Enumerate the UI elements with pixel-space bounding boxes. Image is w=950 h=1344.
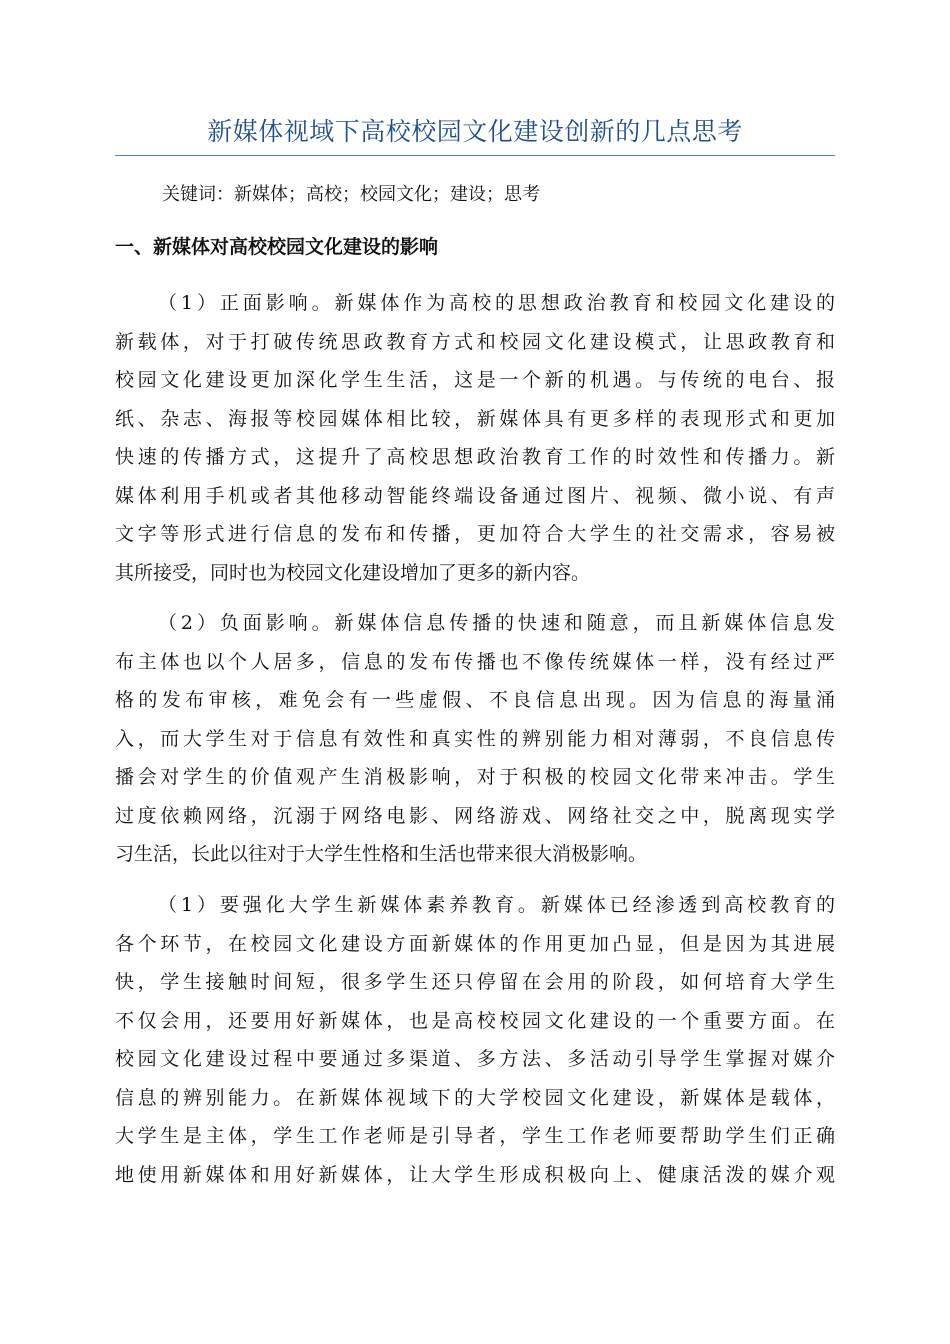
keywords-line: 关键词：新媒体；高校；校园文化；建设；思考	[162, 184, 540, 205]
paragraph-line: 入，而大学生对于信息有效性和真实性的辨别能力相对薄弱，不良信息传	[115, 727, 835, 750]
paragraph-line: 校园文化建设更加深化学生生活，这是一个新的机遇。与传统的电台、报	[115, 369, 835, 391]
paragraph-line: 媒体利用手机或者其他移动智能终端设备通过图片、视频、微小说、有声	[115, 484, 835, 507]
paragraph-positive-impact	[115, 284, 835, 592]
paragraph-media-literacy	[115, 886, 835, 1194]
paragraph-line: （1）正面影响。新媒体作为高校的思想政治教育和校园文化建设的	[158, 292, 835, 314]
paragraph-line: 信息的辨别能力。在新媒体视域下的大学校园文化建设，新媒体是载体，	[115, 1086, 835, 1109]
paragraph-line: （1）要强化大学生新媒体素养教育。新媒体已经渗透到高校教育的	[158, 894, 835, 916]
paragraph-line: 其所接受，同时也为校园文化建设增加了更多的新内容。	[115, 561, 591, 584]
paragraph-line: 习生活，长此以往对于大学生性格和生活也带来很大消极影响。	[115, 843, 648, 865]
paragraph-line: 校园文化建设过程中要通过多渠道、多方法、多活动引导学生掌握对媒介	[115, 1048, 835, 1070]
paragraph-line: 大学生是主体，学生工作老师是引导者，学生工作老师要帮助学生们正确	[115, 1125, 835, 1147]
paragraph-line: 布主体也以个人居多，信息的发布传播也不像传统媒体一样，没有经过严	[115, 650, 835, 673]
paragraph-line: 地使用新媒体和用好新媒体，让大学生形成积极向上、健康活泼的媒介观	[115, 1163, 835, 1186]
paragraph-line: 各个环节，在校园文化建设方面新媒体的作用更加凸显，但是因为其进展	[115, 932, 835, 955]
paragraph-line: 快速的传播方式，这提升了高校思想政治教育工作的时效性和传播力。新	[115, 446, 835, 468]
paragraph-line: 不仅会用，还要用好新媒体，也是高校校园文化建设的一个重要方面。在	[115, 1009, 835, 1032]
paragraph-line: 新载体，对于打破传统思政教育方式和校园文化建设模式，让思政教育和	[115, 330, 835, 353]
paragraph-line: 格的发布审核，难免会有一些虚假、不良信息出现。因为信息的海量涌	[115, 689, 835, 711]
paragraph-line: 过度依赖网络，沉溺于网络电影、网络游戏、网络社交之中，脱离现实学	[115, 804, 835, 827]
document-title: 新媒体视域下高校校园文化建设创新的几点思考	[207, 117, 743, 146]
paragraph-negative-impact	[115, 604, 835, 874]
paragraph-line: 纸、杂志、海报等校园媒体相比较，新媒体具有更多样的表现形式和更加	[115, 407, 835, 430]
paragraph-line: 快，学生接触时间短，很多学生还只停留在会用的阶段，如何培育大学生	[115, 971, 835, 993]
section-heading: 一、新媒体对高校校园文化建设的影响	[115, 236, 439, 258]
paragraph-line: 文字等形式进行信息的发布和传播，更加符合大学生的社交需求，容易被	[115, 523, 835, 545]
paragraph-line: 播会对学生的价值观产生消极影响，对于积极的校园文化带来冲击。学生	[115, 766, 835, 788]
title-underline	[115, 155, 835, 156]
paragraph-line: （2）负面影响。新媒体信息传播的快速和随意，而且新媒体信息发	[158, 612, 835, 634]
